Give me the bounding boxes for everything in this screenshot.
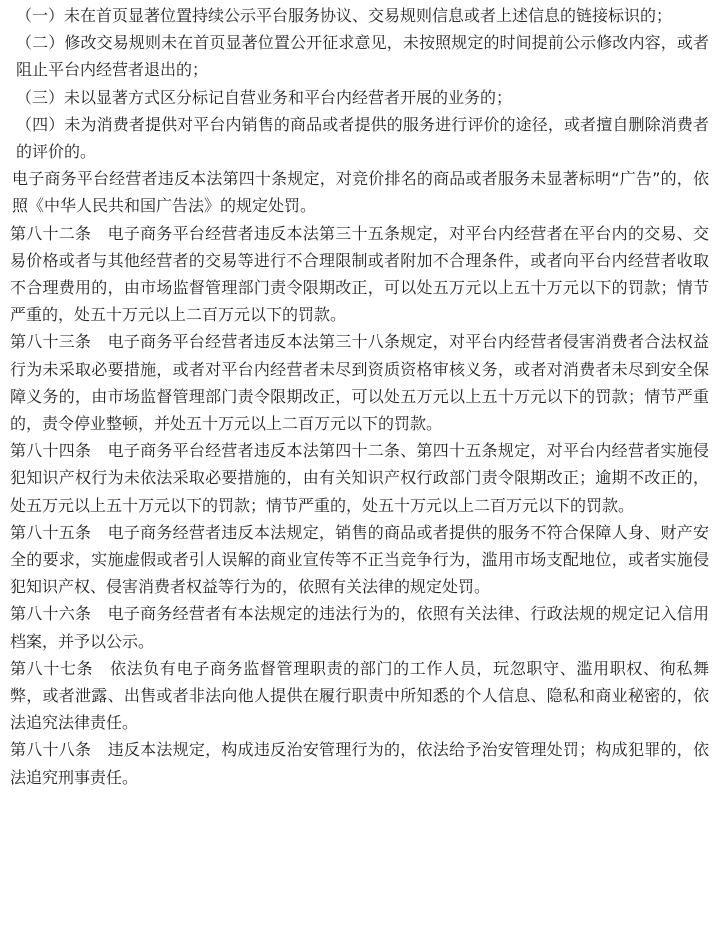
clause-item-1: （一）未在首页显著位置持续公示平台服务协议、交易规则信息或者上述信息的链接标识的； — [16, 6, 673, 25]
article-87: 第八十七条 依法负有电子商务监督管理职责的部门的工作人员，玩忽职守、滥用职权、徇私舞弊，或者泄露、出售或者非法向他人提供在履行职责中所知悉的个人信息、隐私和商业秘密的，依法追究法律责任。 — [10, 658, 709, 733]
clause-paragraph: 电子商务平台经营者违反本法第四十条规定，对竞价排名的商品或者服务未显著标明“广告”的，依照《中华人民共和国广告法》的规定处罚。 — [12, 169, 709, 216]
article-85: 第八十五条 电子商务经营者违反本法规定，销售的商品或者提供的服务不符合保障人身、财产安全的要求，实施虚假或者引人误解的商业宣传等不正当竞争行为，滥用市场支配地位，或者实施侵犯知识产权、侵害消费者权益等行为的，依照有关法律的规定处罚。 — [10, 522, 709, 597]
article-82: 第八十二条 电子商务平台经营者违反本法第三十五条规定，对平台内经营者在平台内的交易、交易价格或者与其他经营者的交易等进行不合理限制或者附加不合理条件，或者向平台内经营者收取不合理费用的，由市场监督管理部门责令限期改正，可以处五万元以上五十万元以下的罚款；情节严重的，处五十万元以上二百万元以下的罚款。 — [10, 223, 709, 325]
article-88: 第八十八条 违反本法规定，构成违反治安管理行为的，依法给予治安管理处罚；构成犯罪的，依法追究刑事责任。 — [10, 740, 709, 787]
article-84: 第八十四条 电子商务平台经营者违反本法第四十二条、第四十五条规定，对平台内经营者实施侵犯知识产权行为未依法采取必要措施的，由有关知识产权行政部门责令限期改正；逾期不改正的，处五万元以上五十万元以下的罚款；情节严重的，处五十万元以上二百万元以下的罚款。 — [10, 441, 709, 515]
article-86: 第八十六条 电子商务经营者有本法规定的违法行为的，依照有关法律、行政法规的规定记入信用档案，并予以公示。 — [10, 604, 709, 651]
clause-item-3: （三）未以显著方式区分标记自营业务和平台内经营者开展的业务的； — [16, 87, 513, 107]
clause-item-2: （二）修改交易规则未在首页显著位置公开征求意见，未按照规定的时间提前公示修改内容，或者阻止平台内经营者退出的； — [16, 33, 709, 80]
article-83: 第八十三条 电子商务平台经营者违反本法第三十八条规定，对平台内经营者侵害消费者合法权益行为未采取必要措施，或者对平台内经营者未尽到资质资格审核义务，或者对消费者未尽到安全保障义务的，由市场监督管理部门责令限期改正，可以处五万元以上五十万元以下的罚款；情节严重的，责令停业整顿，并处五十万元以上二百万元以下的罚款。 — [10, 332, 709, 434]
clause-item-4: （四）未为消费者提供对平台内销售的商品或者提供的服务进行评价的途径，或者擅自删除消费者的评价的。 — [16, 114, 709, 162]
